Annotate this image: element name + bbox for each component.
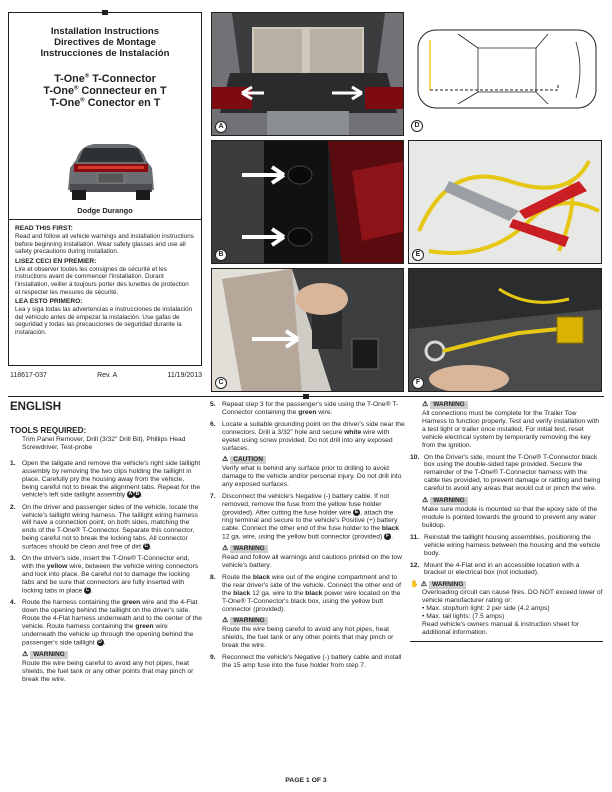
figure-f-label: F — [412, 377, 424, 389]
column-3 — [410, 401, 603, 642]
read-first-text-en: Read and follow all vehicle warnings and installation instructions before beginning installation. Wear safety glasses and use all safety precautions during installation. — [15, 233, 194, 256]
warning-2: ⚠ WARNING Read and follow all warnings and cautions printed on the tow vehicle's battery. — [222, 545, 402, 570]
figure-c-label: C — [215, 377, 227, 389]
figure-a-photo — [211, 12, 404, 136]
figure-ref-e: E — [355, 508, 359, 515]
title-french: Directives de Montage — [54, 37, 156, 48]
read-first-heading-es: LEA ESTO PRIMERO: — [15, 298, 83, 306]
tools-heading: TOOLS REQUIRED: — [10, 426, 87, 435]
step-7: 7. Disconnect the vehicle's Negative (-) battery cable. If not removed, remove the fuse from the yellow fuse holder (provided). After cutting the fuse holder wire E , attach the ring terminal and secure to the vehicle's Positive (+) battery cable. Connect the other end of the fuse holder to the black 12 ga. wire, using the yellow butt connector (provided) F . — [210, 493, 399, 541]
figure-ref-c: C — [144, 543, 149, 550]
product-name-spanish: T-One® Conector en T — [49, 97, 161, 109]
title-spanish: Instrucciones de Instalación — [40, 48, 170, 59]
step-10: 10. On the Driver's side, mount the T-One® T-Connector black box using the double-sided tape provided. Secure the remainder of the T-One® T-Connector harness with the cable ties provided, to prevent damage or rattling and being careful to avoid any areas that would cut or pinch the wire. — [410, 453, 601, 493]
figure-b-label: B — [215, 249, 227, 261]
fire-hand-icon: ✋ — [410, 581, 419, 589]
page-number: PAGE 1 OF 3 — [285, 777, 327, 784]
figure-c-photo — [211, 268, 404, 392]
figure-ref-b: B — [135, 491, 140, 498]
warning-3: ⚠ WARNING Route the wire being careful to avoid any hot pipes, heat shields, the fuel tank or any other points that may pinch or break the wire. — [222, 617, 394, 650]
tools-list: Trim Panel Remover, Drill (3/32" Drill Bit), Phillips Head Screwdriver, Test-probe — [22, 436, 186, 451]
read-first-heading-en: READ THIS FIRST: — [15, 225, 73, 232]
revision-date: 11/19/2013 — [167, 372, 202, 379]
figure-d-diagram — [408, 12, 602, 136]
figure-ref-f: F — [386, 532, 390, 539]
step-2: 2. On the driver and passenger sides of the vehicle, locate the vehicle's taillight wiring harness. The taillight wiring harness will have a connection point, on both sides, matching the ends of the T-One® T-Connector. Separate this connector, being careful not to break the locking tabs. All connector surfaces should be clean and free of dirt C . — [10, 503, 199, 551]
figure-ref-c: C — [85, 586, 90, 593]
product-name-french: T-One® Connecteur en T — [43, 85, 167, 97]
document-info — [10, 372, 202, 379]
step-6: 6. Locate a suitable grounding point on the driver's side near the connectors. Drill a 3/32" hole and secure white wire with eyelet using screw provided. Do not drill into any exposed surfaces. — [210, 420, 405, 452]
figure-e-photo — [408, 140, 602, 264]
column-1 — [10, 401, 202, 688]
warning-icon: ⚠ — [422, 401, 429, 408]
figure-b-photo — [211, 140, 404, 264]
warning-icon: ⚠ — [222, 545, 229, 553]
figure-ref-a: A — [128, 491, 133, 498]
divider-marker — [303, 394, 309, 399]
figure-a-label: A — [215, 121, 227, 133]
top-marker — [102, 10, 108, 15]
warning-1: ⚠ WARNING Route the wire being careful to avoid any hot pipes, heat shields, the fuel tank or any other points that may pinch or break the wire. — [22, 650, 194, 683]
vehicle-name: Dodge Durango — [77, 206, 133, 215]
step-1: 1. Open the tailgate and remove the vehicle's right side taillight assembly by removing the two clips holding the taillight in place. Carefully pry the housing away from the vehicle, being careful not to break the alignment tabs. Repeat for the vehicle's left side taillight assembly A B . — [10, 459, 201, 499]
vehicle-rear-image — [62, 140, 160, 202]
warning-icon: ⚠ — [420, 581, 427, 589]
step-5: 5. Repeat step 3 for the passenger's side using the T-One® T-Connector containing the green wire. — [210, 401, 399, 416]
title-english: Installation Instructions — [50, 26, 160, 37]
part-number: 118617-037 — [10, 372, 47, 379]
product-name-english: T-One® T-Connector — [54, 73, 156, 85]
read-first-text-es: Lea y siga todas las advertencias e instrucciones de instalación del vehículo antes de empezar la instalación. Use gafas de seguridad y todas las precauciones de seguridad durante la instalación. — [15, 306, 193, 336]
revision: Rev. A — [97, 372, 118, 379]
step-11: 11. Reinstall the taillight housing assemblies, positioning the vehicle wiring harness between the housing and the vehicle body. — [410, 533, 601, 557]
figure-e-label: E — [412, 249, 424, 261]
figure-f-photo — [408, 268, 602, 392]
column-end-rule — [410, 641, 603, 642]
column-2 — [210, 401, 405, 674]
step-3: 3. On the driver's side, insert the T-One® T-Connector end, with the yellow wire, between the vehicle wiring connectors and lock into place. Be careful not to damage the locking tabs and be sure that connectors are fully inserted with locking tabs in place C . — [10, 555, 199, 595]
warning-icon: ⚠ — [422, 497, 429, 505]
step-4: 4. Route the harness containing the green wire and the 4-Flat down the opening behind the taillight on the driver's side. Route the 4-Flat harness underneath and to the center of the vehicle. Route harness containing the green wire underneath the vehicle up through the opening behind the passenger's side taillight D . — [10, 599, 202, 646]
read-first-heading-fr: LISEZ CECI EN PREMIER: — [15, 257, 97, 265]
warning-6: ✋ ⚠ WARNING Overloading circuit can cause fires. DO NOT exceed lower of vehicle manufacturer rating or: • Max. stop/turn light: 2 per side (4.2 amps) • Max. tail lights: (7.5 amps) Read vehicle's owners manual & instruction sheet for additional information. — [410, 581, 603, 636]
warning-icon: ⚠ — [22, 650, 29, 658]
warning-icon: ⚠ — [222, 617, 229, 625]
figure-d-label: D — [411, 120, 423, 132]
read-first-box — [8, 220, 202, 366]
warning-5: ⚠ WARNING Make sure module is mounted so that the epoxy side of the module is pointed towards the ground to prevent any water buildup. — [422, 497, 598, 529]
caution-1: ⚠ CAUTION Verify what is behind any surface prior to drilling to avoid damage to the vehicle and/or personal injury. Do not drill into any exposed surfaces. — [222, 456, 402, 489]
read-first-text-fr: Lire et observer toutes les consignes de sécurité et les instructions avant de commencer l'installation. Durant l'installation, veiller à toujours porter des lunettes de protection et respecter les mesures de sécurité. — [15, 265, 189, 296]
step-9: 9. Reconnect the vehicle's Negative (-) battery cable and install the 15 amp fuse into the fuse holder from step 7. — [210, 654, 402, 670]
caution-icon: ⚠ — [222, 456, 229, 464]
section-title: ENGLISH — [10, 401, 62, 413]
warning-4: ⚠ WARNING All connections must be complete for the Trailer Tow Harness to function properly. Test and verify installation with a test light or trailer once installed. For initial test, reset vehicle electrical system by temporarily removing the key from the ignition. — [422, 401, 600, 449]
step-12: 12. Mount the 4-Flat end in an accessible location with a bracket or electrical box (not included). — [410, 561, 580, 577]
figure-ref-d: D — [98, 638, 102, 645]
step-8: 8. Route the black wire out of the engine compartment and to the rear driver's side of the vehicle. Connect the other end of the black 12 ga. wire to the black power wire located on the T-One® T-Connector's black box, using the yellow butt connector (provided). — [210, 573, 401, 613]
